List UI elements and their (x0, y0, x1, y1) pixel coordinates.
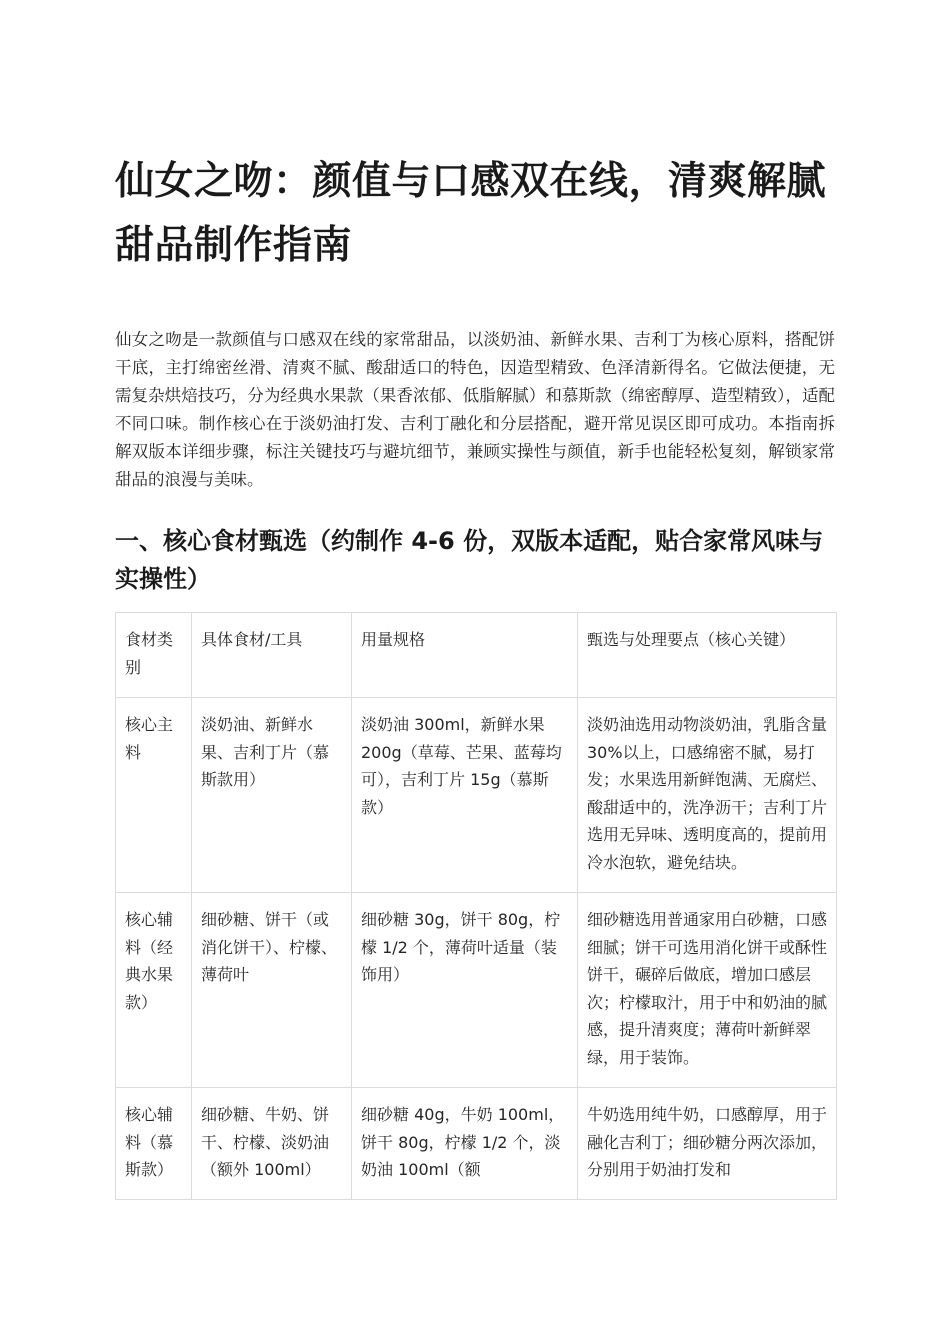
header-notes: 甄选与处理要点（核心关键） (578, 613, 837, 698)
table-row (116, 893, 837, 1088)
cell-notes: 细砂糖选用普通家用白砂糖，口感细腻；饼干可选用消化饼干或酥性饼干，碾碎后做底，增加口感层次；柠檬取汁，用于中和奶油的腻感，提升清爽度；薄荷叶新鲜翠绿，用于装饰。 (578, 893, 837, 1088)
document-page (115, 150, 835, 1200)
cell-notes: 淡奶油选用动物淡奶油，乳脂含量 30%以上，口感绵密不腻，易打发；水果选用新鲜饱满、无腐烂、酸甜适中的，洗净沥干；吉利丁片选用无异味、透明度高的，提前用冷水泡软，避免结块。 (578, 698, 837, 893)
cell-items: 细砂糖、饼干（或消化饼干）、柠檬、薄荷叶 (192, 893, 352, 1088)
cell-items-text: 细砂糖、牛奶、饼干、柠檬、淡奶油（额外 100ml） (201, 1105, 330, 1179)
cell-items: 淡奶油、新鲜水果、吉利丁片（慕斯款用） (192, 698, 352, 893)
cell-amount: 淡奶油 300ml，新鲜水果 200g（草莓、芒果、蓝莓均可），吉利丁片 15g（慕斯款） (352, 698, 578, 893)
cell-category-text: 核心辅料（慕斯款） (125, 1105, 174, 1179)
ingredients-table (115, 612, 837, 1200)
header-category: 食材类别 (116, 613, 192, 698)
intro-paragraph: 仙女之吻是一款颜值与口感双在线的家常甜品，以淡奶油、新鲜水果、吉利丁为核心原料，搭配饼干底，主打绵密丝滑、清爽不腻、酸甜适口的特色，因造型精致、色泽清新得名。它做法便捷，无需复杂烘焙技巧，分为经典水果款（果香浓郁、低脂解腻）和慕斯款（绵密醇厚、造型精致），适配不同口味。制作核心在于淡奶油打发、吉利丁融化和分层搭配，避开常见误区即可成功。本指南拆解双版本详细步骤，标注关键技巧与避坑细节，兼顾实操性与颜值，新手也能轻松复刻，解锁家常甜品的浪漫与美味。 (115, 330, 835, 489)
cell-category (116, 1088, 192, 1200)
cell-amount-text: 细砂糖 40g，牛奶 100ml，饼干 80g，柠檬 1/2 个，淡奶油 100ml（额 (361, 1105, 565, 1179)
cell-amount (352, 1088, 578, 1200)
table-row (116, 1088, 837, 1200)
table-row (116, 698, 837, 893)
cell-notes-text: 牛奶选用纯牛奶，口感醇厚，用于融化吉利丁；细砂糖分两次添加，分别用于奶油打发和 (587, 1105, 827, 1179)
cell-category: 核心主料 (116, 698, 192, 893)
cell-items (192, 1088, 352, 1200)
cell-category: 核心辅料（经典水果款） (116, 893, 192, 1088)
section-heading-ingredients: 一、核心食材甄选（约制作 4-6 份，双版本适配，贴合家常风味与实操性） (115, 527, 824, 593)
page-title: 仙女之吻：颜值与口感双在线，清爽解腻甜品制作指南 (115, 159, 827, 268)
table-header-row (116, 613, 837, 698)
cell-amount: 细砂糖 30g，饼干 80g，柠檬 1/2 个，薄荷叶适量（装饰用） (352, 893, 578, 1088)
header-items: 具体食材/工具 (192, 613, 352, 698)
header-amount: 用量规格 (352, 613, 578, 698)
cell-notes (578, 1088, 837, 1200)
